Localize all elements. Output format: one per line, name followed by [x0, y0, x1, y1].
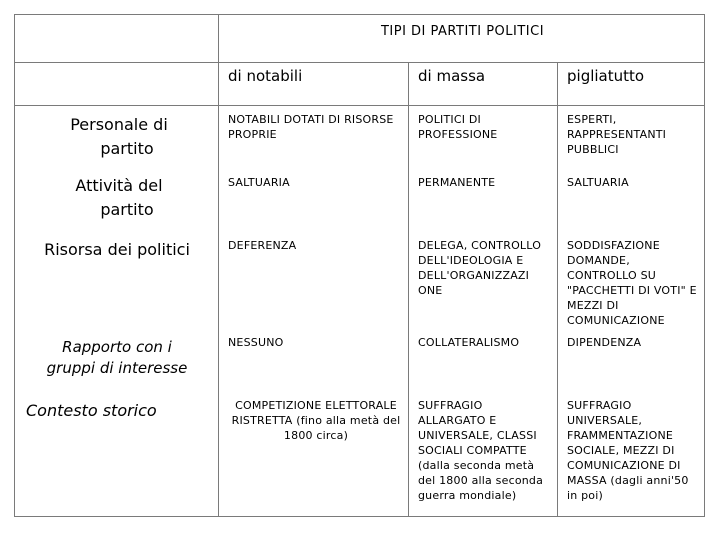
cell-personale-massa: POLITICI DI PROFESSIONE: [418, 113, 498, 141]
row-label-contesto: [16, 399, 218, 423]
row-label-rapporto: [16, 337, 218, 379]
cell-rapporto-massa: COLLATERALISMO: [418, 336, 520, 349]
column-divider: [557, 62, 558, 517]
cell-rapporto-pigliatutto: DIPENDENZA: [567, 336, 642, 349]
cell-rapporto-notabili: NESSUNO: [228, 336, 284, 349]
cell-personale-notabili: NOTABILI DOTATI DI RISORSE PROPRIE: [228, 113, 394, 141]
row-label-risorsa: [16, 238, 218, 262]
table-title: TIPI DI PARTITI POLITICI: [380, 24, 545, 39]
column-divider: [408, 62, 409, 517]
row-label-line: Personale di: [70, 115, 168, 134]
row-label-line: Attività del: [75, 176, 163, 195]
cell-contesto-notabili: COMPETIZIONE ELETTORALE RISTRETTA (fino alla metà del 1800 circa): [231, 399, 401, 442]
row-label-line: partito: [100, 200, 154, 219]
row-label-line: Risorsa dei politici: [44, 240, 190, 259]
cell-risorsa-pigliatutto: SODDISFAZIONE DOMANDE, CONTROLLO SU "PACCHETTI DI VOTI" E MEZZI DI COMUNICAZIONE: [567, 239, 697, 327]
row-label-line: partito: [100, 139, 154, 158]
row-label-attivita: [16, 174, 218, 222]
cell-contesto-massa: SUFFRAGIO ALLARGATO E UNIVERSALE, CLASSI SOCIALI COMPATTE (dalla seconda metà del 1800 alla seconda guerra mondiale): [418, 399, 544, 502]
row-divider: [14, 62, 705, 63]
cell-personale-pigliatutto: ESPERTI, RAPPRESENTANTI PUBBLICI: [567, 113, 667, 156]
cell-risorsa-massa: DELEGA, CONTROLLO DELL'IDEOLOGIA E DELL'ORGANIZZAZI ONE: [418, 239, 542, 297]
row-label-line: gruppi di interesse: [46, 359, 188, 377]
cell-attivita-pigliatutto: SALTUARIA: [567, 176, 629, 189]
cell-risorsa-notabili: DEFERENZA: [228, 239, 297, 252]
cell-contesto-pigliatutto: SUFFRAGIO UNIVERSALE, FRAMMENTAZIONE SOCIALE, MEZZI DI COMUNICAZIONE DI MASSA (dagli anni'50 in poi): [567, 399, 689, 502]
column-header-massa: di massa: [418, 67, 486, 85]
row-divider: [14, 105, 705, 106]
row-label-line: Contesto storico: [26, 401, 157, 420]
row-label-personale: [16, 113, 218, 161]
column-header-pigliatutto: pigliatutto: [567, 67, 645, 85]
cell-attivita-notabili: SALTUARIA: [228, 176, 290, 189]
row-label-line: Rapporto con i: [62, 338, 172, 356]
column-header-notabili: di notabili: [228, 67, 303, 85]
column-divider: [218, 14, 219, 517]
cell-attivita-massa: PERMANENTE: [418, 176, 496, 189]
